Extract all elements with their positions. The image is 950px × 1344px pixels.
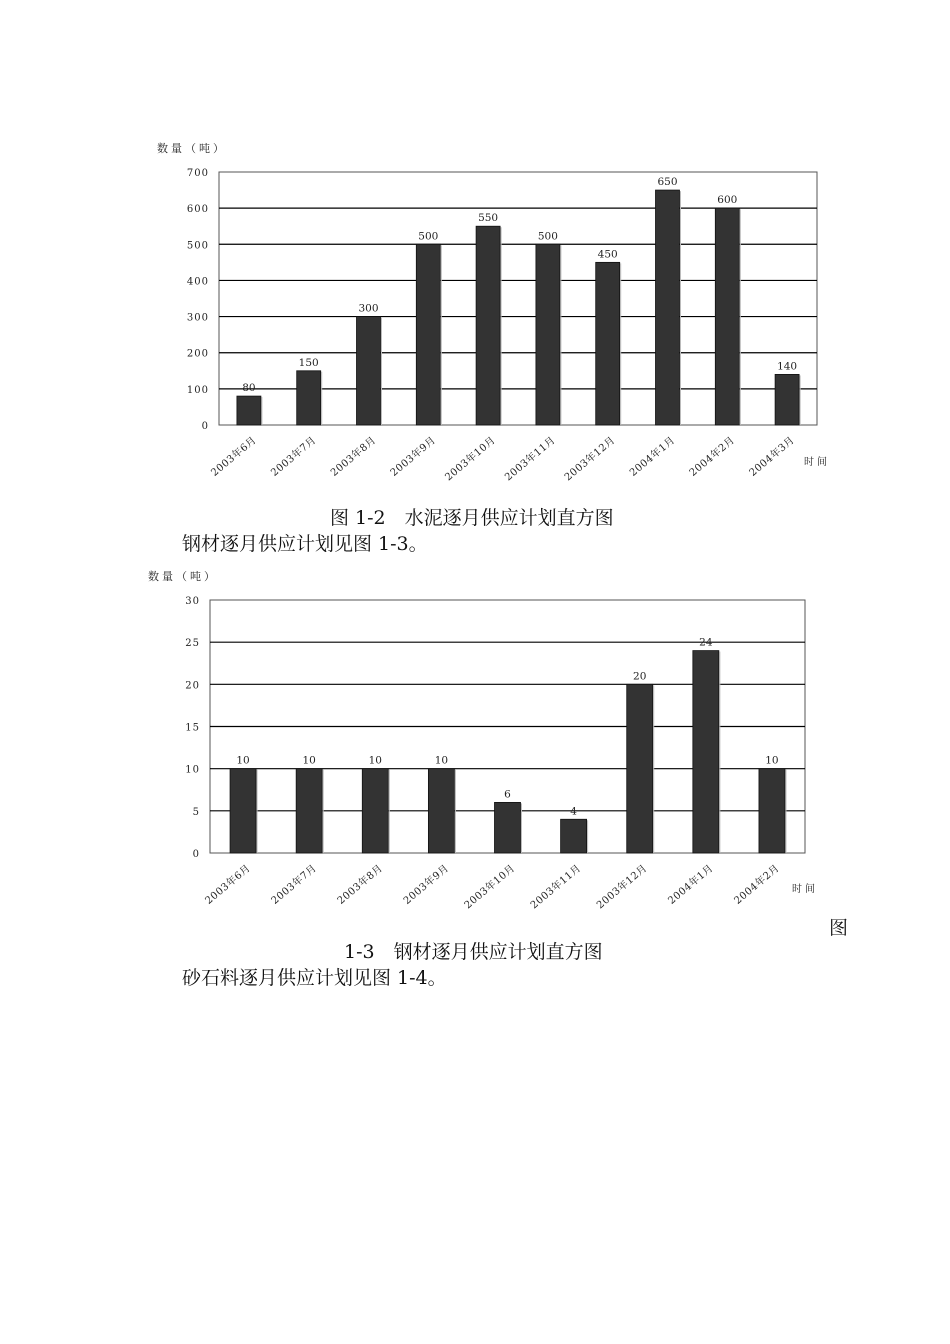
- data-label: 10: [236, 754, 250, 767]
- data-label: 500: [537, 230, 558, 243]
- x-tick-label: 2003年11月: [503, 434, 558, 484]
- data-label: 140: [777, 360, 798, 373]
- x-tick-label: 2003年11月: [528, 862, 584, 912]
- data-label: 650: [657, 176, 678, 189]
- y-tick-label: 400: [186, 276, 209, 288]
- paragraph-aggregate-reference: 砂石料逐月供应计划见图 1-4。: [182, 967, 447, 989]
- x-tick-label: 2003年6月: [209, 434, 259, 479]
- y-tick-label: 30: [185, 596, 200, 607]
- bar: [428, 769, 454, 853]
- x-tick-label: 2003年7月: [269, 434, 319, 479]
- y-tick-label: 10: [185, 764, 200, 776]
- bar: [230, 769, 256, 853]
- steel-supply-chart: [0, 560, 950, 920]
- bar: [297, 371, 321, 425]
- data-label: 10: [434, 754, 449, 767]
- x-tick-label: 2003年10月: [443, 434, 499, 484]
- x-tick-label: 2004年3月: [747, 434, 798, 479]
- figure-1-2-caption: 图 1-2 水泥逐月供应计划直方图: [330, 507, 614, 529]
- bar: [596, 262, 620, 425]
- x-tick-label: 2003年8月: [328, 434, 379, 479]
- data-label: 80: [242, 382, 256, 395]
- bar: [495, 802, 521, 853]
- y-tick-label: 600: [186, 204, 209, 216]
- y-tick-label: 5: [192, 806, 200, 818]
- bar: [476, 226, 500, 425]
- cement-supply-chart: [0, 0, 950, 500]
- data-label: 150: [298, 356, 319, 369]
- y-tick-label: 15: [185, 722, 200, 734]
- x-tick-label: 2003年9月: [388, 434, 439, 479]
- y-tick-label: 20: [185, 680, 200, 692]
- y-tick-label: 25: [185, 638, 200, 650]
- data-label: 10: [765, 754, 779, 767]
- x-axis-title: 时间: [804, 457, 830, 468]
- y-axis-title: 数量（吨）: [148, 570, 218, 583]
- data-label: 6: [504, 788, 511, 801]
- bar: [536, 244, 560, 425]
- bar: [561, 819, 587, 853]
- x-tick-label: 2003年8月: [335, 862, 386, 907]
- data-label: 300: [358, 302, 379, 315]
- x-tick-label: 2003年6月: [203, 862, 253, 907]
- x-tick-label: 2003年12月: [562, 434, 618, 484]
- bar: [237, 396, 261, 425]
- data-label: 600: [717, 194, 738, 207]
- y-tick-label: 100: [186, 384, 209, 396]
- bar: [656, 190, 680, 425]
- y-tick-label: 0: [201, 421, 209, 432]
- bar: [416, 244, 440, 425]
- x-tick-label: 2003年7月: [269, 862, 320, 907]
- y-tick-label: 300: [186, 312, 209, 324]
- bar: [775, 374, 799, 425]
- data-label: 450: [597, 248, 618, 261]
- figure-1-3-caption-prefix: 图: [829, 917, 849, 939]
- x-axis-title: 时间: [792, 884, 818, 895]
- bar: [759, 769, 785, 853]
- x-tick-label: 2004年2月: [687, 434, 738, 479]
- bar: [357, 317, 381, 425]
- data-label: 10: [302, 754, 316, 767]
- figure-1-3-caption: 1-3 钢材逐月供应计划直方图: [344, 941, 603, 963]
- y-tick-label: 700: [186, 168, 209, 179]
- x-tick-label: 2003年12月: [594, 862, 650, 912]
- x-tick-label: 2004年1月: [666, 862, 716, 907]
- y-axis-title: 数量（吨）: [157, 142, 227, 155]
- y-tick-label: 500: [186, 240, 209, 252]
- bar: [627, 684, 653, 853]
- x-tick-label: 2004年2月: [732, 862, 782, 907]
- data-label: 20: [633, 670, 647, 683]
- y-tick-label: 200: [186, 348, 209, 360]
- data-label: 24: [699, 636, 713, 649]
- data-label: 10: [368, 754, 382, 767]
- x-tick-label: 2003年9月: [401, 862, 452, 907]
- data-label: 550: [478, 212, 499, 225]
- bar: [296, 769, 322, 853]
- bar: [693, 651, 719, 853]
- data-label: 4: [570, 805, 577, 818]
- x-tick-label: 2003年10月: [462, 862, 518, 912]
- bar: [715, 208, 739, 425]
- data-label: 500: [418, 230, 439, 243]
- x-tick-label: 2004年1月: [627, 434, 678, 479]
- paragraph-steel-reference: 钢材逐月供应计划见图 1-3。: [182, 533, 428, 555]
- y-tick-label: 0: [192, 849, 200, 860]
- bar: [362, 769, 388, 853]
